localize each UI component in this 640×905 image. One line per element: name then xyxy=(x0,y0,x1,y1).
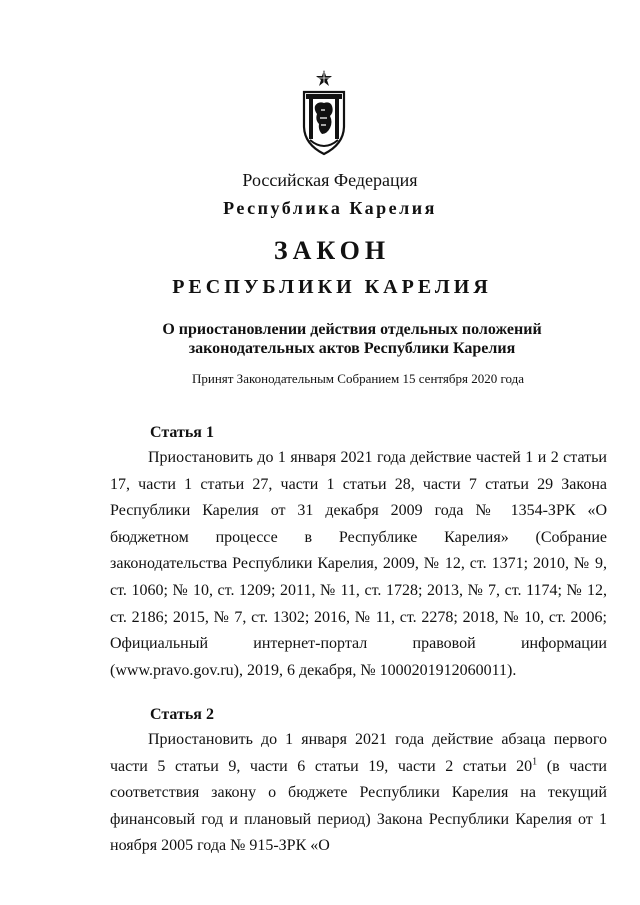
article-2-title: Статья 2 xyxy=(150,706,214,723)
article-2-superscript: 1 xyxy=(532,756,538,768)
article-2-text-part-1: Приостановить до 1 января 2021 года действие абзаца первого части 5 статьи 9, части 6 статьи 19, части 2 статьи 20 xyxy=(110,731,607,775)
adoption-note: Принят Законодательным Собранием 15 сентября 2020 года xyxy=(191,371,525,386)
article-2-text xyxy=(110,727,607,860)
law-subject-line-1: О приостановлении действия отдельных положений xyxy=(162,321,542,338)
article-1-text: Приостановить до 1 января 2021 года действие частей 1 и 2 статьи 17, части 1 статьи 27, части 1 статьи 28, части 7 статьи 29 Закона Республики Карелия от 31 декабря 2009 года № 1354-ЗРК «О бюджетном процессе в Республике Карелия» (Собрание законодательства Республики Карелия, 2009, № 12, ст. 1371; 2010, № 9, ст. 1060; № 10, ст. 1209; 2011, № 11, ст. 1728; 2013, № 7, ст. 1174; № 12, ст. 2186; 2015, № 7, ст. 1302; 2016, № 11, ст. 2278; 2018, № 10, ст. 2006; Официальный интернет-портал правовой информации (www.pravo.gov.ru), 2019, 6 декабря, № 1000201912060011). xyxy=(110,449,607,679)
republic-heading: Республика Карелия xyxy=(223,198,437,218)
law-subtitle: РЕСПУБЛИКИ КАРЕЛИЯ xyxy=(172,276,492,298)
coat-of-arms-icon xyxy=(300,68,348,156)
federation-heading: Российская Федерация xyxy=(242,170,418,190)
article-2-body xyxy=(110,727,607,860)
law-subject xyxy=(32,320,640,358)
article-1-title: Статья 1 xyxy=(150,424,214,441)
article-1-body xyxy=(110,445,607,684)
star-icon xyxy=(316,70,332,86)
law-title: ЗАКОН xyxy=(273,236,391,265)
article-2-text-part-2: (в части соответствия закону о бюджете Республики Карелия на текущий финансовый год и плановый период) Закона Республики Карелия от 1 ноября 2005 года № 915-ЗРК «О xyxy=(110,757,607,855)
law-subject-line-2: законодательных актов Республики Карелия xyxy=(188,340,516,357)
